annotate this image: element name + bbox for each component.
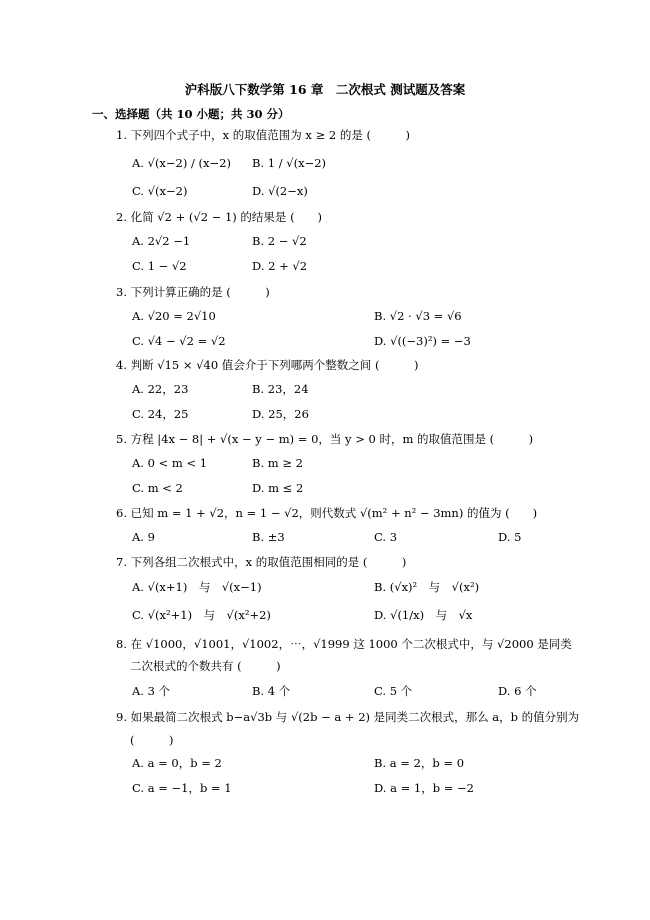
question-4-option-a[interactable]: A. 22，23 [132,382,189,396]
question-1-option-b[interactable]: B. 1 / √(x−2) [252,156,327,170]
question-1-option-a[interactable]: A. √(x−2) / (x−2) [132,156,231,170]
question-8-option-b[interactable]: B. 4 个 [252,684,291,698]
question-8-stem-continued: 二次根式的个数共有 ( ) [130,659,281,673]
question-5-option-a[interactable]: A. 0 < m < 1 [132,456,208,470]
question-9-option-a[interactable]: A. a = 0，b = 2 [132,756,222,770]
question-6-option-d[interactable]: D. 5 [498,530,522,544]
question-3-option-a[interactable]: A. √20 = 2√10 [132,309,216,323]
question-2-option-b[interactable]: B. 2 − √2 [252,234,307,248]
question-7-option-b[interactable]: B. (√x)² 与 √(x²) [374,580,480,594]
question-7-option-a[interactable]: A. √(x+1) 与 √(x−1) [132,580,262,594]
section-heading: 一、选择题（共 10 小题；共 30 分） [92,107,290,121]
question-6-stem: 6. 已知 m = 1 + √2，n = 1 − √2，则代数式 √(m² + n² − 3mn) 的值为 ( ) [116,506,538,520]
question-2-option-c[interactable]: C. 1 − √2 [132,259,187,273]
question-3-option-d[interactable]: D. √((−3)²) = −3 [374,334,471,348]
question-5-stem: 5. 方程 |4x − 8| + √(x − y − m) = 0，当 y > 0 时，m 的取值范围是 ( ) [116,432,534,446]
question-4-option-c[interactable]: C. 24，25 [132,407,189,421]
question-5-option-c[interactable]: C. m < 2 [132,481,183,495]
question-2-option-a[interactable]: A. 2√2 −1 [132,234,191,248]
question-5-option-b[interactable]: B. m ≥ 2 [252,456,303,470]
question-3-option-b[interactable]: B. √2 · √3 = √6 [374,309,462,323]
page-title: 沪科版八下数学第 16 章 二次根式 测试题及答案 [184,82,466,97]
question-4-option-d[interactable]: D. 25，26 [252,407,309,421]
question-9-stem-continued: ( ) [130,733,174,747]
question-7-option-d[interactable]: D. √(1/x) 与 √x [374,608,473,622]
question-8-option-a[interactable]: A. 3 个 [132,684,171,698]
question-2-stem: 2. 化简 √2 + (√2 − 1) 的结果是 ( ) [116,210,323,224]
question-1-option-d[interactable]: D. √(2−x) [252,184,308,198]
question-5-option-d[interactable]: D. m ≤ 2 [252,481,304,495]
question-8-stem: 8. 在 √1000，√1001，√1002，⋯，√1999 这 1000 个二次根式中，与 √2000 是同类 [116,637,572,651]
question-9-option-d[interactable]: D. a = 1，b = −2 [374,781,475,795]
question-6-option-a[interactable]: A. 9 [132,530,155,544]
question-4-option-b[interactable]: B. 23，24 [252,382,309,396]
question-6-option-b[interactable]: B. ±3 [252,530,285,544]
question-7-stem: 7. 下列各组二次根式中，x 的取值范围相同的是 ( ) [116,555,407,569]
question-1-stem: 1. 下列四个式子中，x 的取值范围为 x ≥ 2 的是 ( ) [116,128,410,142]
question-8-option-c[interactable]: C. 5 个 [374,684,413,698]
question-3-option-c[interactable]: C. √4 − √2 = √2 [132,334,226,348]
question-3-stem: 3. 下列计算正确的是 ( ) [116,285,270,299]
question-2-option-d[interactable]: D. 2 + √2 [252,259,308,273]
question-1-option-c[interactable]: C. √(x−2) [132,184,188,198]
question-4-stem: 4. 判断 √15 × √40 值会介于下列哪两个整数之间 ( ) [116,358,419,372]
question-9-option-c[interactable]: C. a = −1，b = 1 [132,781,232,795]
question-9-option-b[interactable]: B. a = 2，b = 0 [374,756,465,770]
question-6-option-c[interactable]: C. 3 [374,530,398,544]
question-7-option-c[interactable]: C. √(x²+1) 与 √(x²+2) [132,608,271,622]
question-9-stem: 9. 如果最简二次根式 b−a√3b 与 √(2b − a + 2) 是同类二次根式，那么 a，b 的值分别为 [116,710,580,724]
question-8-option-d[interactable]: D. 6 个 [498,684,537,698]
